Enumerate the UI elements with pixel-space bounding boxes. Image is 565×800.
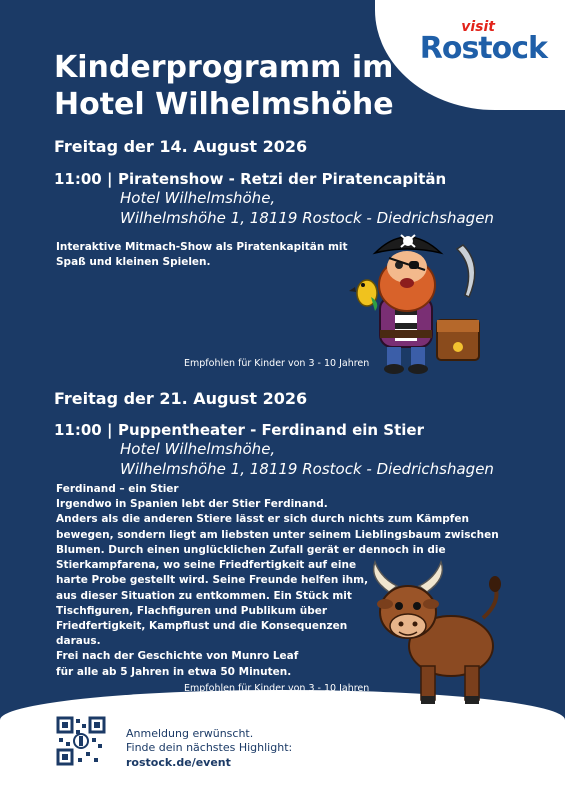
footer-line-highlight: Finde dein nächstes Highlight: [126,741,293,755]
event-2-time: 11:00 | [54,421,113,439]
logo-visit-text: visit [461,19,495,35]
event-1-venue [120,188,494,229]
event-2-venue [120,439,494,480]
event-2-recommendation: Empfohlen für Kinder von 3 - 10 Jahren [184,683,370,694]
pirate-illustration [345,225,485,375]
visit-rostock-logo[interactable] [420,20,547,64]
event-2-heading [54,421,424,439]
event-1-recommendation: Empfohlen für Kinder von 3 - 10 Jahren [184,358,370,369]
event-2-venue-line2: Wilhelmshöhe 1, 18119 Rostock - Diedrichshagen [120,460,494,479]
event-1-venue-line2: Wilhelmshöhe 1, 18119 Rostock - Diedrichshagen [120,209,494,228]
footer-event-link[interactable]: rostock.de/event [126,755,231,769]
page-title: Kinderprogramm im Hotel Wilhelmshöhe [54,50,394,122]
event-1-name: Piratenshow - Retzi der Piratencapitän [118,170,447,188]
event-2-date: Freitag der 21. August 2026 [54,389,308,408]
qr-code-icon[interactable] [56,716,106,766]
event-1-date: Freitag der 14. August 2026 [54,137,308,156]
event-1-description: Interaktive Mitmach-Show als Piratenkapitän mit Spaß und kleinen Spielen. [56,241,348,269]
event-2-name: Puppentheater - Ferdinand ein Stier [118,421,424,439]
event-2-description: Ferdinand – ein Stier Irgendwo in Spanien lebt der Stier Ferdinand. Anders als die anderen Stiere lässt er sich durch nichts zum Kämpfen bewegen, sondern liegt am liebsten unter seinem Lieblingsbaum zwischen Blumen. Durch einen unglücklichen Zufall gerät er dennoch in die Stierkampfarena, wo seine Friedfertigkeit auf eine harte Probe gestellt wird. Seine Freunde helfen ihm, aus dieser Situation zu entkommen. Ein Stück mit Tischfiguren, Flachfiguren und Publikum über Friedfertigkeit, Kampflust und die Konsequenzen daraus. Frei nach der Geschichte von Munro Leaf für alle ab 5 Jahren in etwa 50 Minuten. [56,483,499,678]
logo-main-text: Rostock [419,31,547,66]
footer-line-registration: Anmeldung erwünscht. [126,727,254,740]
event-1-venue-line1: Hotel Wilhelmshöhe, [120,189,276,207]
event-1-heading [54,170,446,188]
event-2-venue-line1: Hotel Wilhelmshöhe, [120,440,276,458]
bull-illustration [355,558,505,708]
footer-text [126,727,292,770]
event-1-time: 11:00 | [54,170,113,188]
